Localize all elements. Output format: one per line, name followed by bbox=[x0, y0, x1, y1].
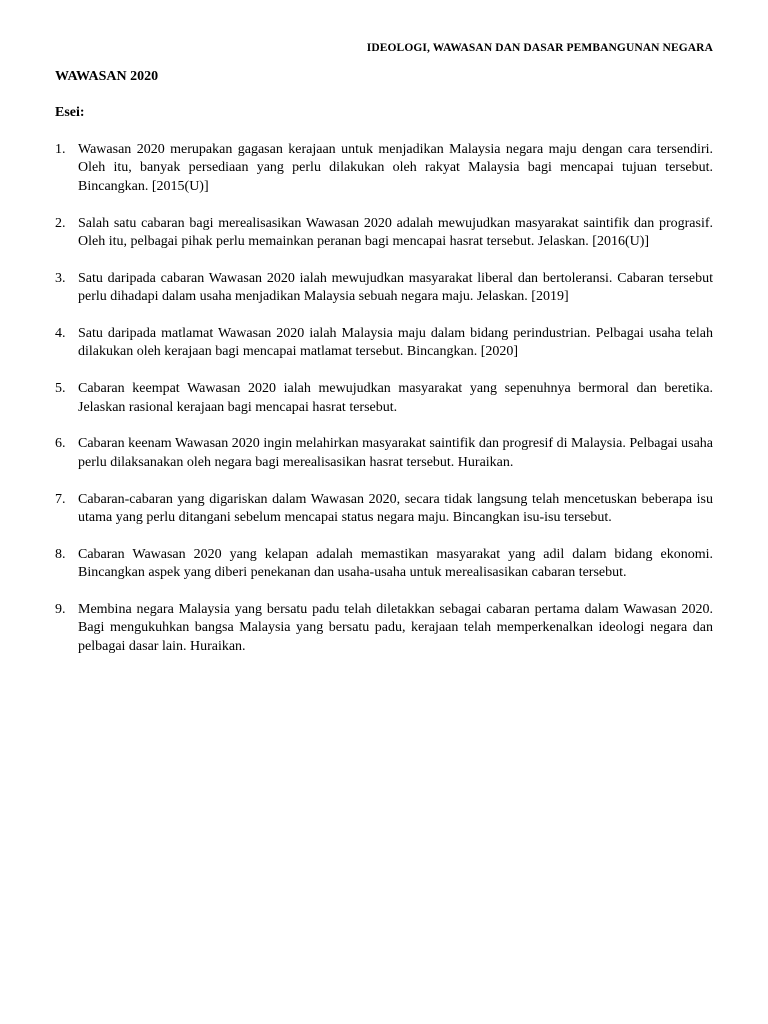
essay-question bbox=[55, 270, 713, 307]
question-number: 1. bbox=[55, 142, 66, 157]
question-text: Membina negara Malaysia yang bersatu padu telah diletakkan sebagai cabaran pertama dalam Wawasan 2020. Bagi mengukuhkan bangsa Malaysia yang bersatu padu, kerajaan telah memperkenalkan ideologi negara dan pelbagai dasar lain. Huraikan. bbox=[78, 602, 713, 654]
essay-question bbox=[55, 215, 713, 252]
question-number: 8. bbox=[55, 546, 66, 562]
question-number: 3. bbox=[55, 270, 66, 286]
essay-question bbox=[55, 325, 713, 362]
essay-question bbox=[55, 546, 713, 583]
question-text: Cabaran-cabaran yang digariskan dalam Wawasan 2020, secara tidak langsung telah mencetuskan beberapa isu utama yang perlu ditangani sebelum mencapai status negara maju. Bincangkan isu-isu tersebut. bbox=[78, 491, 713, 526]
question-number: 9. bbox=[55, 602, 66, 618]
essay-question bbox=[55, 141, 713, 196]
question-text: Satu daripada matlamat Wawasan 2020 ialah Malaysia maju dalam bidang perindustrian. Pelbagai usaha telah dilakukan oleh kerajaan bagi mencapai matlamat tersebut. Bincangkan. [2020] bbox=[78, 326, 713, 360]
question-number: 4. bbox=[55, 326, 66, 342]
document-title: WAWASAN 2020 bbox=[55, 69, 159, 84]
question-text: Wawasan 2020 merupakan gagasan kerajaan untuk menjadikan Malaysia negara maju dengan cara tersendiri. Oleh itu, banyak persediaan yang perlu dilakukan oleh rakyat Malaysia bagi mencapai tujuan tersebut. Bincangkan. [2015(U)] bbox=[78, 142, 713, 194]
question-text: Salah satu cabaran bagi merealisasikan Wawasan 2020 adalah mewujudkan masyarakat saintifik dan prograsif. Oleh itu, pelbagai pihak perlu memainkan peranan bagi mencapai hasrat tersebut. Jelaskan. [2016(U)] bbox=[78, 215, 713, 250]
question-text: Cabaran keempat Wawasan 2020 ialah mewujudkan masyarakat yang sepenuhnya bermoral dan beretika. Jelaskan rasional kerajaan bagi mencapai hasrat tersebut. bbox=[78, 381, 713, 415]
question-number: 2. bbox=[55, 215, 66, 231]
section-label: Esei: bbox=[55, 105, 85, 120]
question-number: 6. bbox=[55, 436, 66, 452]
question-number: 5. bbox=[55, 381, 66, 397]
question-text: Cabaran keenam Wawasan 2020 ingin melahirkan masyarakat saintifik dan progresif di Malaysia. Pelbagai usaha perlu dilaksanakan oleh negara bagi merealisasikan hasrat tersebut. Huraikan. bbox=[78, 436, 713, 470]
essay-question bbox=[55, 601, 713, 656]
essay-question bbox=[55, 380, 713, 417]
essay-question bbox=[55, 491, 713, 528]
question-number: 7. bbox=[55, 491, 66, 507]
running-header: IDEOLOGI, WAWASAN DAN DASAR PEMBANGUNAN NEGARA bbox=[366, 42, 713, 54]
question-text: Satu daripada cabaran Wawasan 2020 ialah mewujudkan masyarakat liberal dan bertoleransi. Cabaran tersebut perlu dihadapi dalam usaha menjadikan Malaysia sebuah negara maju. Jelaskan. [2019] bbox=[78, 270, 713, 305]
essay-question-list bbox=[55, 141, 713, 675]
essay-question bbox=[55, 435, 713, 472]
question-text: Cabaran Wawasan 2020 yang kelapan adalah memastikan masyarakat yang adil dalam bidang ekonomi. Bincangkan aspek yang diberi penekanan dan usaha-usaha untuk merealisasikan cabaran tersebut. bbox=[78, 546, 713, 581]
